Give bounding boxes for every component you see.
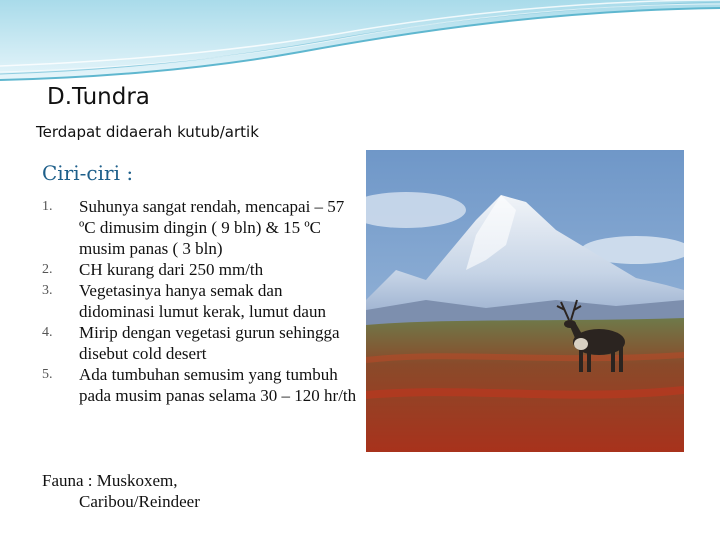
tundra-caribou-photo — [366, 150, 684, 452]
list-item-number: 4. — [42, 325, 53, 340]
list-item — [42, 322, 362, 364]
fauna-line-2: Caribou/Reindeer — [79, 492, 200, 511]
list-item-text: Ada tumbuhan semusim yang tumbuh pada musim panas selama 30 – 120 hr/th — [79, 365, 357, 405]
slide-subtitle: Terdapat didaerah kutub/artik — [36, 123, 259, 141]
list-item — [42, 364, 362, 406]
characteristics-list — [42, 196, 362, 406]
list-item-text: Suhunya sangat rendah, mencapai – 57 ºC dimusim dingin ( 9 bln) & 15 ºC musim panas ( 3 bln) — [79, 197, 345, 258]
list-item-text: Vegetasinya hanya semak dan didominasi lumut kerak, lumut daun — [79, 281, 326, 321]
header-wave-decoration — [0, 0, 720, 90]
fauna-text — [42, 470, 362, 512]
characteristics-heading: Ciri-ciri : — [42, 161, 134, 185]
list-item-number: 5. — [42, 367, 53, 382]
list-item — [42, 196, 362, 259]
fauna-line-1: Fauna : Muskoxem, — [42, 471, 178, 490]
list-item-text: Mirip dengan vegetasi gurun sehingga disebut cold desert — [79, 323, 340, 363]
list-item-number: 3. — [42, 283, 53, 298]
list-item — [42, 259, 362, 280]
list-item-number: 1. — [42, 199, 53, 214]
slide-title: D.Tundra — [47, 84, 150, 110]
list-item — [42, 280, 362, 322]
list-item-text: CH kurang dari 250 mm/th — [79, 260, 264, 279]
list-item-number: 2. — [42, 262, 53, 277]
